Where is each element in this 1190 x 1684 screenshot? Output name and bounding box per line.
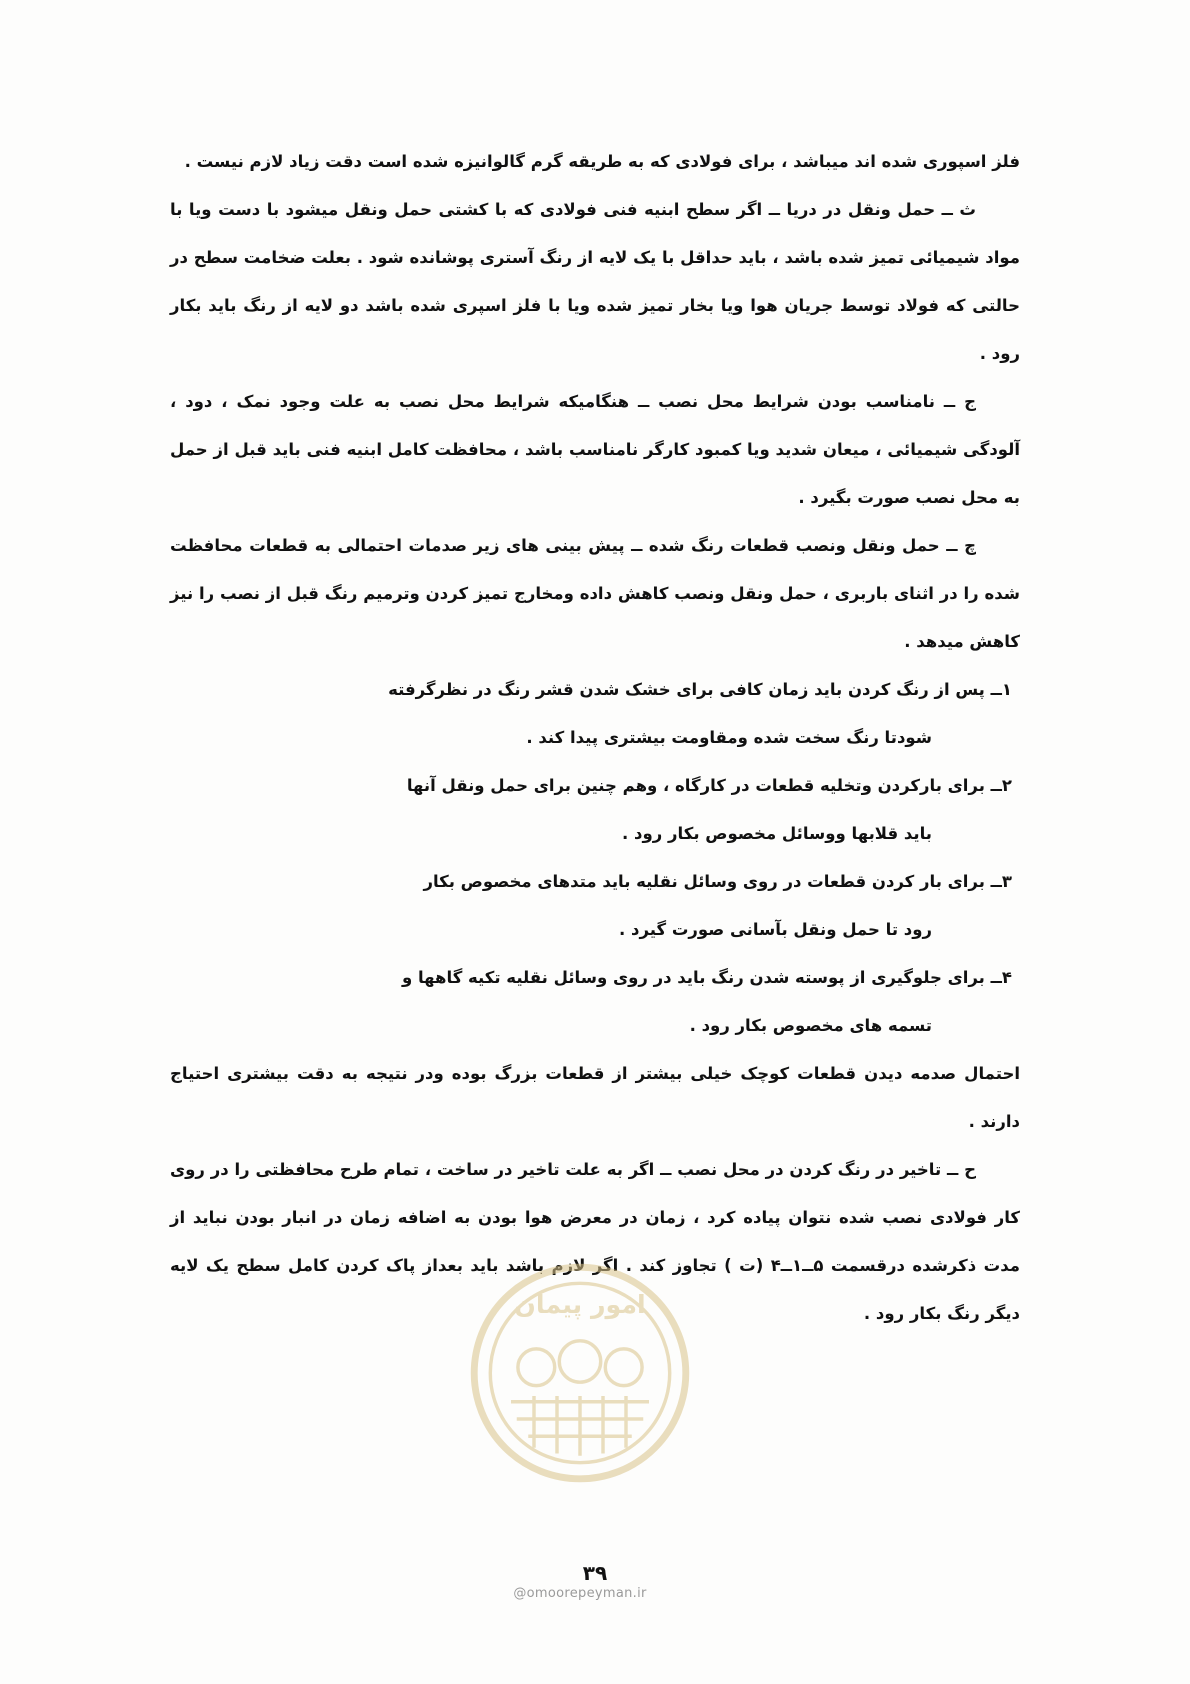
list-item-continuation: باید قلابها ووسائل مخصوص بکار رود . bbox=[622, 824, 932, 843]
list-item-text: برای جلوگیری از پوسته شدن رنگ باید در روی وسائل نقلیه تکیه گاهها و bbox=[401, 968, 985, 987]
list-item-number: ۲ــ bbox=[990, 776, 1012, 795]
list-item-continuation: رود تا حمل ونقل بآسانی صورت گیرد . bbox=[619, 920, 932, 939]
body-text bbox=[170, 138, 1020, 1338]
paragraph-painted-parts-transport: چ ــ حمل ونقل ونصب قطعات رنگ شده ــ پیش بینی های زیر صدمات احتمالی به قطعات محافظت شده را در اثنای باربری ، حمل ونقل ونصب کاهش داده ومخارج تمیز کردن وترمیم رنگ قبل از نصب را نیز کاهش میدهد . bbox=[170, 536, 1020, 651]
list-item-continuation: تسمه های مخصوص بکار رود . bbox=[689, 1016, 932, 1035]
list-item-text: برای بار کردن قطعات در روی وسائل نقلیه باید متدهای مخصوص بکار bbox=[423, 872, 985, 891]
list-item bbox=[170, 666, 1012, 762]
paragraph-galvanize-note: فلز اسپوری شده اند میباشد ، برای فولادی که به طریقه گرم گالوانیزه شده است دقت زیاد لازم نیست . bbox=[184, 152, 1020, 171]
list-item-text: پس از رنگ کردن باید زمان کافی برای خشک شدن قشر رنگ در نظرگرفته bbox=[388, 680, 985, 699]
list-item-continuation: شودتا رنگ سخت شده ومقاومت بیشتری پیدا کند . bbox=[526, 728, 932, 747]
precautions-list bbox=[170, 666, 1020, 1050]
seal-text: امور پیمان bbox=[514, 1290, 646, 1320]
list-item bbox=[170, 858, 1012, 954]
paragraph-unsuitable-site: ج ــ نامناسب بودن شرایط محل نصب ــ هنگامیکه شرایط محل نصب به علت وجود نمک ، دود ، آلودگی شیمیائی ، میعان شدید ویا کمبود کارگر نامناسب باشد ، محافظت کامل ابنیه فنی باید قبل از حمل به محل نصب صورت بگیرد . bbox=[170, 392, 1020, 507]
seal-watermark-icon bbox=[465, 1258, 695, 1488]
list-item-number: ۱ــ bbox=[990, 680, 1012, 699]
list-item bbox=[170, 954, 1012, 1050]
paragraph-painting-delay: ح ــ تاخیر در رنگ کردن در محل نصب ــ اگر به علت تاخیر در ساخت ، تمام طرح محافظتی را در روی کار فولادی نصب شده نتوان پیاده کرد ، زمان در معرض هوا بودن به اضافه زمان در انبار بودن نباید از مدت ذکرشده درقسمت ۵ــ۱ــ۴ (ت ) تجاوز کند . اگر لازم باشد باید بعداز پاک کردن کامل سطح یک لایه دیگر رنگ بکار رود . bbox=[170, 1160, 1020, 1323]
watermark-url: @omoorepeyman.ir bbox=[513, 1586, 647, 1601]
list-item-number: ۳ــ bbox=[990, 872, 1012, 891]
list-item-number: ۴ــ bbox=[990, 968, 1012, 987]
list-item bbox=[170, 762, 1012, 858]
page-number: ۳۹ bbox=[582, 1561, 608, 1585]
paragraph-sea-transport: ث ــ حمل ونقل در دریا ــ اگر سطح ابنیه فنی فولادی که با کشتی حمل ونقل میشود با دست ویا با مواد شیمیائی تمیز شده باشد ، باید حداقل با یک لایه از رنگ آستری پوشانده شود . بعلت ضخامت سطح در حالتی که فولاد توسط جریان هوا ویا بخار تمیز شده ویا با فلز اسپری شده باشد دو لایه از رنگ باید بکار رود . bbox=[170, 200, 1020, 363]
list-item-text: برای بارکردن وتخلیه قطعات در کارگاه ، وهم چنین برای حمل ونقل آنها bbox=[406, 776, 985, 795]
paragraph-small-parts: احتمال صدمه دیدن قطعات کوچک خیلی بیشتر از قطعات بزرگ بوده ودر نتیجه به دقت بیشتری احتیاج دارند . bbox=[170, 1064, 1020, 1131]
